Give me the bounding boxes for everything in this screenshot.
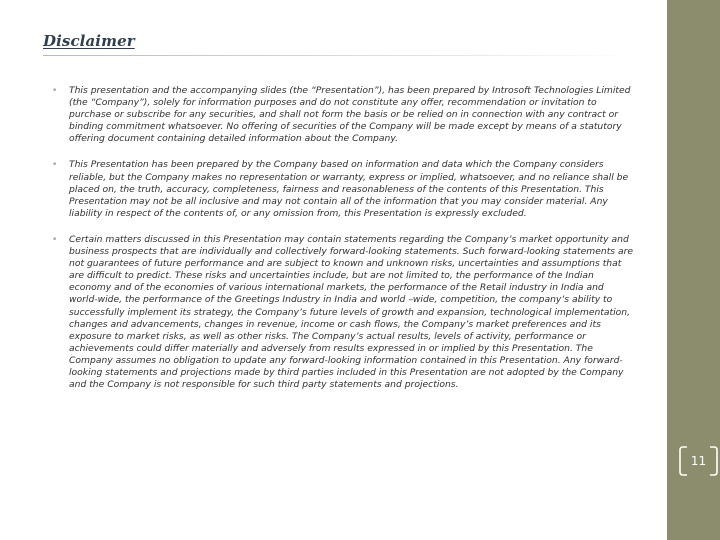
page-number: 11 bbox=[690, 454, 707, 468]
paragraph-text: This Presentation has been prepared by the Company based on information and data which the Company considers reliable, but the Company makes no representation or warranty, express or implied, whatsoever, and no reliance shall be placed on, the truth, accuracy, completeness, fairness and reasonableness of the contents of this Presentation. This Presentation may not be all inclusive and may not contain all of the information that you may consider material. Any liability in respect of the contents of, or any omission from, this Presentation is expressly excluded. bbox=[69, 159, 629, 219]
page-number-badge bbox=[679, 446, 718, 476]
bullet-icon: • bbox=[52, 160, 58, 171]
disclaimer-paragraph bbox=[52, 234, 634, 391]
disclaimer-paragraph bbox=[52, 85, 634, 145]
paragraph-text: This presentation and the accompanying slides (the “Presentation”), has been prepared by Introsoft Technologies Limited (the “Company”), solely for information purposes and do not constitute any offer, recommendation or invitation to purchase or subscribe for any securities, and shall not form the basis or be relied on in connection with any contract or binding commitment whatsoever. No offering of securities of the Company will be made except by means of a statutory offering document containing detailed information about the Company. bbox=[69, 85, 631, 145]
bullet-icon: • bbox=[52, 234, 58, 245]
disclaimer-body bbox=[52, 85, 634, 405]
disclaimer-paragraph bbox=[52, 159, 634, 219]
title-divider bbox=[43, 55, 633, 56]
paragraph-text: Certain matters discussed in this Presentation may contain statements regarding the Company’s market opportunity and business prospects that are individually and collectively forward-looking statements. Such forward-looking statements are not guarantees of future performance and are subject to known and unknown risks, uncertainties and assumptions that are difficult to predict. These risks and uncertainties include, but are not limited to, the performance of the Indian economy and of the economies of various international markets, the performance of the Retail industry in India and world-wide, the performance of the Greetings Industry in India and world –wide, competition, the company’s ability to successfully implement its strategy, the Company’s future levels of growth and expansion, technological implementation, changes and advancements, changes in revenue, income or cash flows, the Company’s market preferences and its exposure to market risks, as well as other risks. The Company’s actual results, levels of activity, performance or achievements could differ materially and adversely from results expressed in or implied by this Presentation. The Company assumes no obligation to update any forward-looking information contained in this Presentation. Any forward-looking statements and projections made by third parties included in this Presentation are not adopted by the Company and the Company is not responsible for such third party statements and projections. bbox=[69, 233, 634, 391]
bullet-icon: • bbox=[52, 86, 58, 96]
slide-title: Disclaimer bbox=[43, 32, 135, 50]
